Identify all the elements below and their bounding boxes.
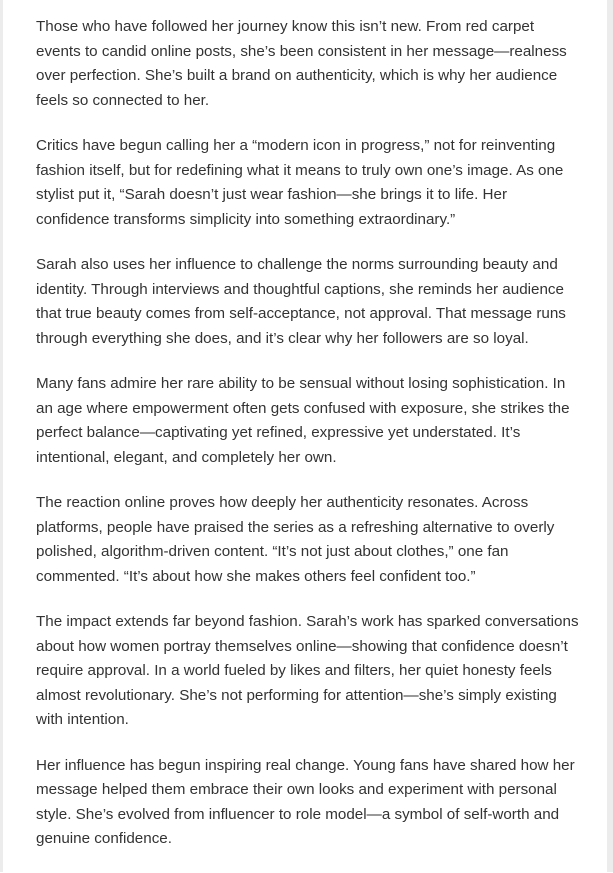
article-paragraph xyxy=(36,253,601,351)
paragraph-line: about how women portray themselves online—showing that confidence doesn’t xyxy=(36,637,568,655)
paragraph-line: feels so connected to her. xyxy=(36,91,210,109)
article-paragraph xyxy=(36,134,601,232)
paragraph-line: polished, algorithm-driven content. “It’s not just about clothes,” one fan xyxy=(36,543,509,560)
paragraph-line: Those who have followed her journey know this isn’t new. From red carpet xyxy=(36,18,535,35)
paragraph-line: over perfection. She’s built a brand on authenticity, which is why her audience xyxy=(36,67,558,84)
paragraph-line: message helped them embrace their own looks and experiment with personal xyxy=(36,781,557,798)
article-paragraph xyxy=(36,15,601,113)
paragraph-line: with intention. xyxy=(36,711,129,728)
article-paragraph xyxy=(36,491,601,589)
paragraph-line: that true beauty comes from self-acceptance, not approval. That message runs xyxy=(36,305,566,322)
paragraph-line: an age where empowerment often gets confused with exposure, she strikes the xyxy=(36,399,570,417)
paragraph-line: almost revolutionary. She’s not performing for attention—she’s simply existing xyxy=(36,686,557,704)
paragraph-line: Critics have begun calling her a “modern icon in progress,” not for reinventing xyxy=(36,137,556,154)
article-body xyxy=(36,15,601,873)
paragraph-line: Her influence has begun inspiring real change. Young fans have shared how her xyxy=(36,756,575,774)
paragraph-line: events to candid online posts, she’s been consistent in her message—realness xyxy=(36,42,567,60)
article-paragraph xyxy=(36,754,601,852)
article-paragraph xyxy=(36,610,601,733)
paragraph-line: Many fans admire her rare ability to be sensual without losing sophistication. In xyxy=(36,375,566,392)
paragraph-line: stylist put it, “Sarah doesn’t just wear fashion—she brings it to life. Her xyxy=(36,186,508,203)
article-paragraph xyxy=(36,372,601,470)
left-border xyxy=(0,0,3,872)
paragraph-line: The reaction online proves how deeply her authenticity resonates. Across xyxy=(36,494,529,511)
paragraph-line: perfect balance—captivating yet refined, expressive yet understated. It’s xyxy=(36,424,521,441)
paragraph-line: confidence transforms simplicity into something extraordinary.” xyxy=(36,210,456,228)
paragraph-line: fashion itself, but for redefining what it means to truly own one’s image. As one xyxy=(36,161,564,179)
paragraph-line: style. She’s evolved from influencer to role model—a symbol of self-worth and xyxy=(36,805,560,823)
paragraph-line: identity. Through interviews and thoughtful captions, she reminds her audience xyxy=(36,280,564,298)
paragraph-line: require approval. In a world fueled by likes and filters, her quiet honesty feels xyxy=(36,662,552,679)
paragraph-line: genuine confidence. xyxy=(36,830,172,847)
paragraph-line: commented. “It’s about how she makes others feel confident too.” xyxy=(36,567,476,585)
paragraph-line: The impact extends far beyond fashion. Sarah’s work has sparked conversations xyxy=(36,613,579,630)
scrollbar-track[interactable] xyxy=(607,0,613,872)
paragraph-line: intentional, elegant, and completely her own. xyxy=(36,448,337,466)
paragraph-line: Sarah also uses her influence to challenge the norms surrounding beauty and xyxy=(36,256,558,273)
paragraph-line: through everything she does, and it’s clear why her followers are so loyal. xyxy=(36,329,529,347)
paragraph-line: platforms, people have praised the series as a refreshing alternative to overly xyxy=(36,518,555,536)
